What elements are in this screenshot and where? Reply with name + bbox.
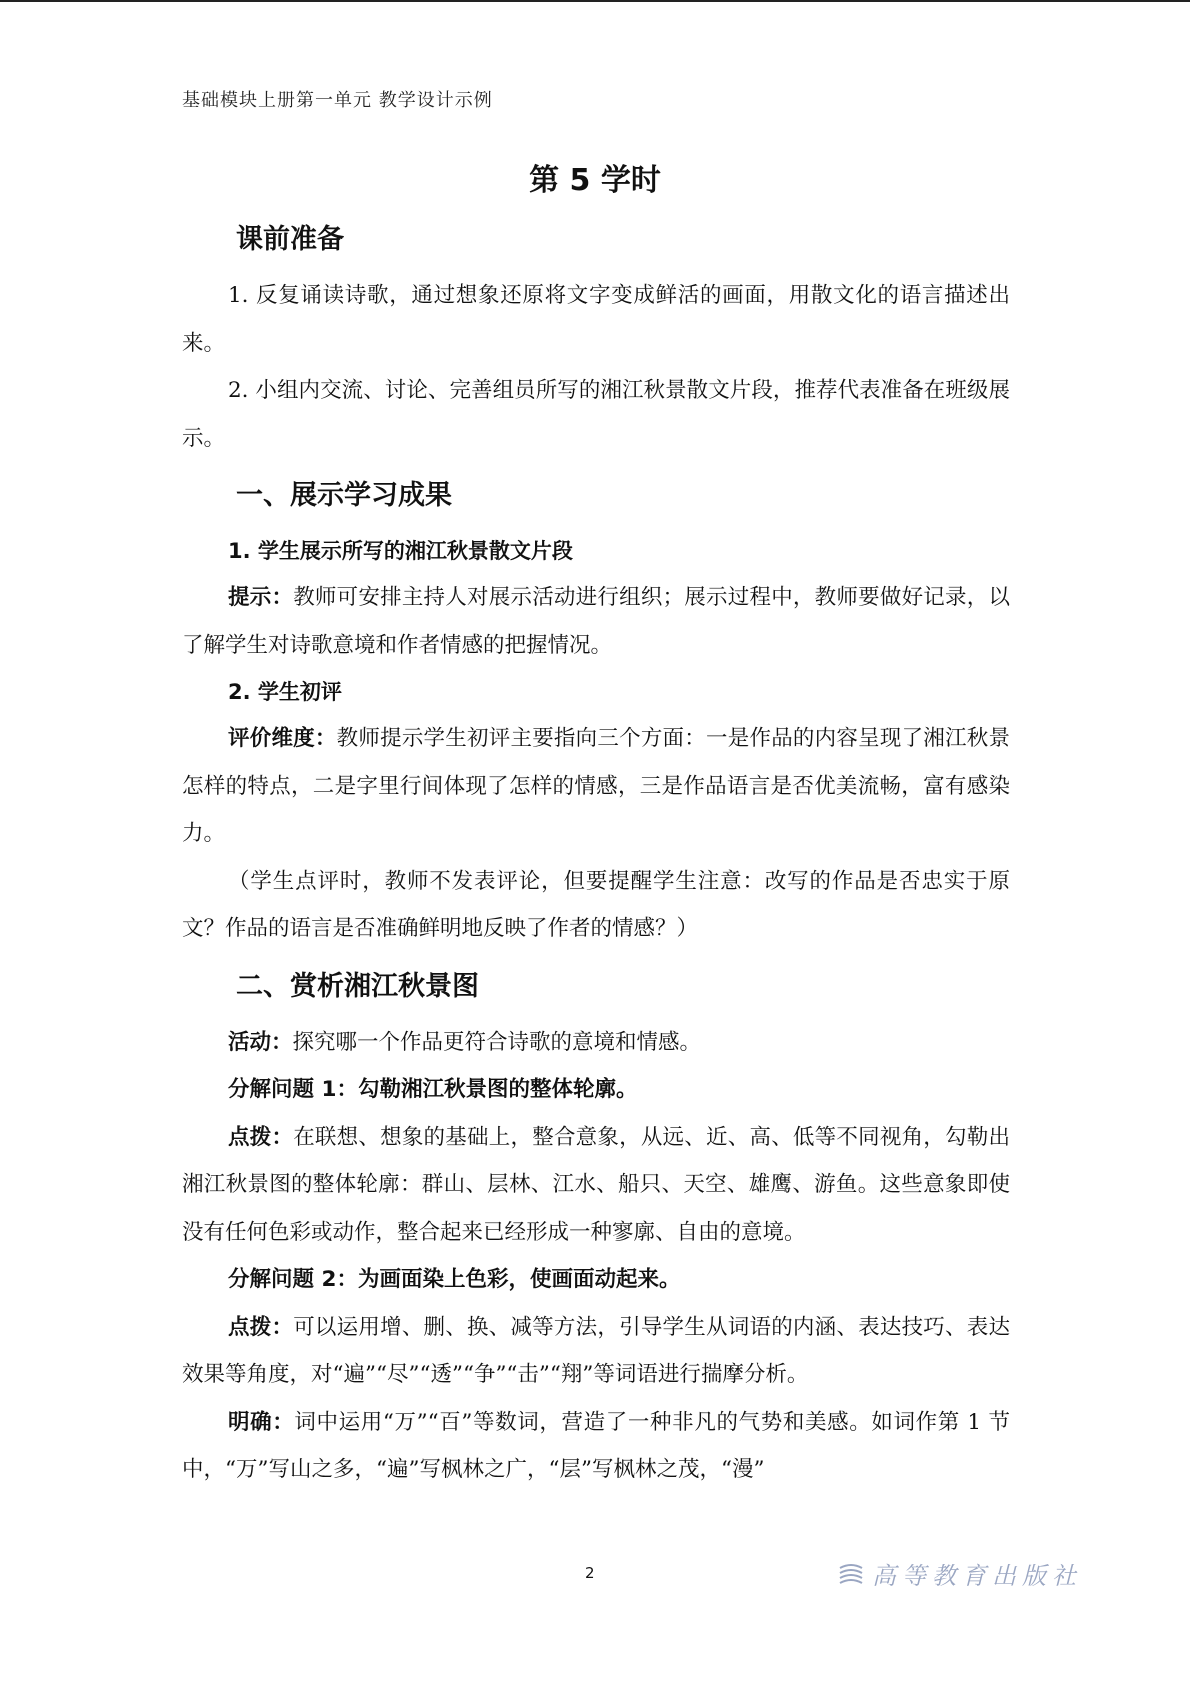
section-heading-prep: 课前准备 xyxy=(236,224,344,255)
paragraph xyxy=(182,1114,1010,1257)
publisher-name: 高等教育出版社 xyxy=(872,1562,1082,1590)
label-eval: 评价维度： xyxy=(228,726,337,751)
question-1: 分解问题 1：勾勒湘江秋景图的整体轮廓。 xyxy=(228,1077,638,1102)
page-number: 2 xyxy=(585,1564,595,1582)
section-heading-show: 一、展示学习成果 xyxy=(236,480,452,511)
paragraph xyxy=(182,1019,1010,1067)
label-hint: 点拨： xyxy=(228,1314,294,1340)
paragraph xyxy=(182,574,1010,669)
label-clarify: 明确： xyxy=(228,1409,295,1435)
paragraph: 2. 小组内交流、讨论、完善组员所写的湘江秋景散文片段，推荐代表准备在班级展示。 xyxy=(182,378,1010,451)
paragraph: 1. 反复诵读诗歌，通过想象还原将文字变成鲜活的画面，用散文化的语言描述出来。 xyxy=(182,283,1010,356)
label-tip: 提示： xyxy=(228,585,294,610)
paragraph xyxy=(182,1399,1010,1494)
paragraph-note: （学生点评时，教师不发表评论，但要提醒学生注意：改写的作品是否忠实于原文？作品的语言是否准确鲜明地反映了作者的情感？） xyxy=(182,868,1010,941)
running-head: 基础模块上册第一单元 教学设计示例 xyxy=(182,90,493,111)
label-hint: 点拨： xyxy=(228,1124,294,1150)
top-rule xyxy=(0,0,1190,2)
section-heading-appreciate: 二、赏析湘江秋景图 xyxy=(236,970,479,1002)
document-body xyxy=(182,212,1010,1494)
label-activity: 活动： xyxy=(228,1029,293,1055)
subheading: 2. 学生初评 xyxy=(228,680,342,704)
text: 词中运用“万”“百”等数词，营造了一种非凡的气势和美感。如词作第 1 节中，“万”写山之多，“遍”写枫林之广，“层”写枫林之茂，“漫” xyxy=(182,1409,1010,1482)
text: 探究哪一个作品更符合诗歌的意境和情感。 xyxy=(292,1029,702,1055)
text: 教师可安排主持人对展示活动进行组织；展示过程中，教师要做好记录，以了解学生对诗歌意境和作者情感的把握情况。 xyxy=(182,585,1010,658)
publisher-logo-icon xyxy=(838,1562,864,1586)
publisher-mark xyxy=(838,1556,1082,1591)
text: 教师提示学生初评主要指向三个方面：一是作品的内容呈现了湘江秋景怎样的特点，二是字里行间体现了怎样的情感，三是作品语言是否优美流畅，富有感染力。 xyxy=(182,726,1010,846)
paragraph xyxy=(182,715,1010,858)
page-title: 第 5 学时 xyxy=(529,163,661,198)
text: 在联想、想象的基础上，整合意象，从远、近、高、低等不同视角，勾勒出湘江秋景图的整体轮廓：群山、层林、江水、船只、天空、雄鹰、游鱼。这些意象即使没有任何色彩或动作，整合起来已经形成一种寥廓、自由的意境。 xyxy=(182,1124,1010,1245)
question-2: 分解问题 2：为画面染上色彩，使画面动起来。 xyxy=(228,1267,681,1292)
paragraph xyxy=(182,1304,1010,1399)
text: 可以运用增、删、换、减等方法，引导学生从词语的内涵、表达技巧、表达效果等角度，对“遍”“尽”“透”“争”“击”“翔”等词语进行揣摩分析。 xyxy=(182,1314,1010,1387)
subheading: 1. 学生展示所写的湘江秋景散文片段 xyxy=(228,539,573,563)
